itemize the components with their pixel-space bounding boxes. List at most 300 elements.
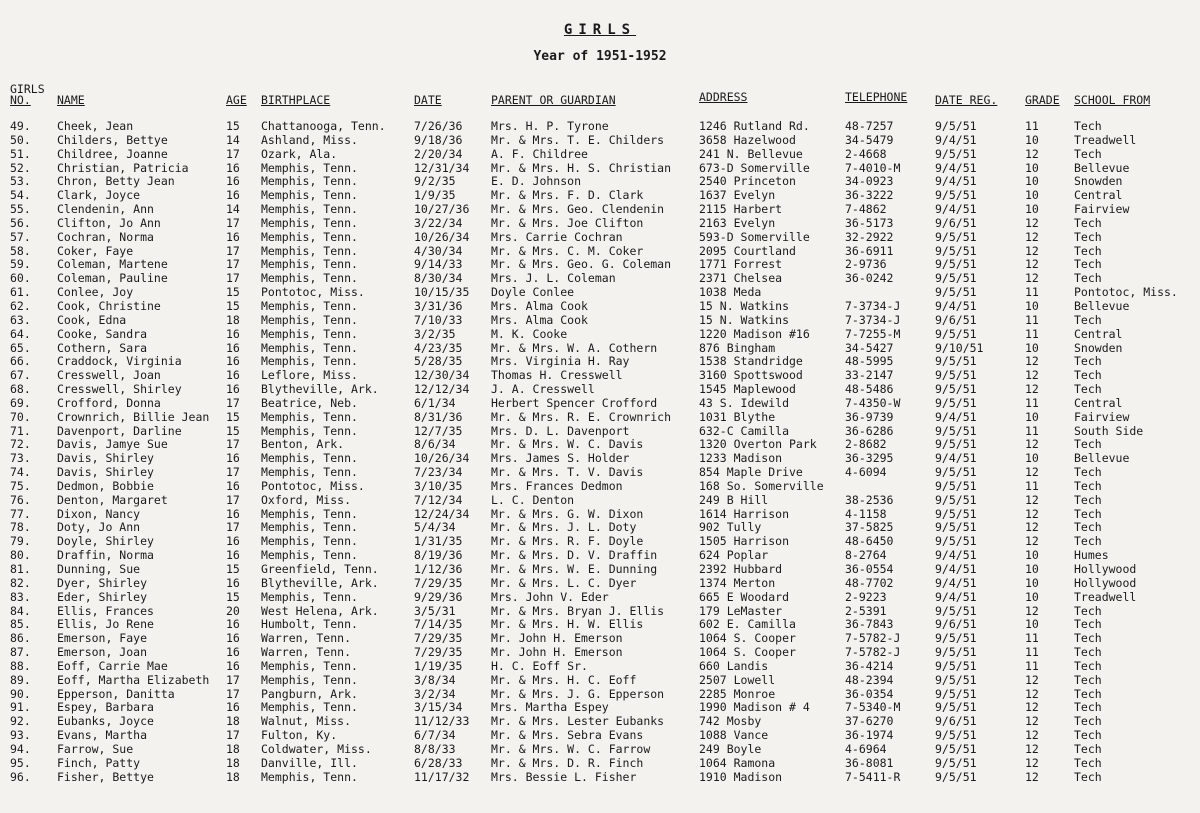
cell-birth-date: 12/31/34 (414, 160, 470, 175)
cell-birth-date: 7/29/35 (414, 645, 463, 660)
cell-parent: Mr. & Mrs. Sebra Evans (491, 728, 644, 743)
cell-name: Cochran, Norma (57, 229, 154, 244)
cell-school: Tech (1074, 672, 1102, 687)
cell-grade: 12 (1025, 215, 1039, 230)
cell-no: 66. (10, 354, 31, 369)
cell-address: 602 E. Camilla (699, 617, 796, 632)
cell-birth-date: 12/30/34 (414, 368, 470, 383)
cell-grade: 12 (1025, 534, 1039, 549)
table-row (0, 452, 1200, 466)
cell-date-reg: 9/5/51 (935, 188, 977, 203)
cell-no: 88. (10, 658, 31, 673)
cell-telephone: 37-6270 (845, 714, 894, 729)
cell-parent: Thomas H. Cresswell (491, 368, 623, 383)
cell-parent: Mrs. Bessie L. Fisher (491, 769, 637, 784)
cell-date-reg: 9/5/51 (935, 520, 977, 535)
cell-no: 94. (10, 741, 31, 756)
cell-address: 1545 Maplewood (699, 382, 796, 397)
cell-birthplace: Memphis, Tenn. (261, 326, 358, 341)
cell-no: 67. (10, 368, 31, 383)
cell-name: Cresswell, Shirley (57, 382, 182, 397)
cell-address: 876 Bingham (699, 340, 776, 355)
cell-birthplace: Memphis, Tenn. (261, 257, 358, 272)
cell-parent: Doyle Conlee (491, 285, 575, 300)
cell-name: Eder, Shirley (57, 589, 148, 604)
cell-date-reg: 9/4/51 (935, 174, 977, 189)
cell-birthplace: Memphis, Tenn. (261, 423, 358, 438)
cell-no: 77. (10, 506, 31, 521)
table-row (0, 549, 1200, 563)
cell-school: Tech (1074, 506, 1102, 521)
cell-school: Central (1074, 188, 1123, 203)
table-row (0, 148, 1200, 162)
cell-address: 1614 Harrison (699, 506, 790, 521)
cell-name: Coker, Faye (57, 243, 134, 258)
cell-grade: 11 (1025, 631, 1039, 646)
cell-no: 80. (10, 548, 31, 563)
cell-grade: 11 (1025, 478, 1039, 493)
cell-grade: 10 (1025, 174, 1039, 189)
cell-address: 1320 Overton Park (699, 437, 817, 452)
cell-date-reg: 9/5/51 (935, 658, 977, 673)
cell-no: 49. (10, 119, 31, 133)
cell-parent: J. A. Cresswell (491, 382, 595, 397)
cell-date-reg: 9/5/51 (935, 492, 977, 507)
cell-age: 20 (226, 603, 240, 618)
cell-parent: Mr. & Mrs. D. R. Finch (491, 755, 644, 770)
cell-grade: 12 (1025, 492, 1039, 507)
col-header-school: SCHOOL FROM (1074, 93, 1151, 107)
cell-telephone: 7-4350-W (845, 395, 901, 410)
cell-school: Tech (1074, 728, 1102, 743)
cell-grade: 10 (1025, 617, 1039, 632)
cell-birthplace: Memphis, Tenn. (261, 340, 358, 355)
cell-name: Dedmon, Bobbie (57, 478, 154, 493)
table-row (0, 563, 1200, 577)
cell-age: 16 (226, 617, 240, 632)
cell-grade: 10 (1025, 575, 1039, 590)
cell-age: 16 (226, 645, 240, 660)
cell-parent: Mr. & Mrs. W. C. Farrow (491, 741, 651, 756)
cell-birth-date: 9/29/36 (414, 589, 463, 604)
cell-age: 15 (226, 562, 240, 576)
cell-address: 593-D Somerville (699, 229, 810, 244)
page-subtitle: Year of 1951-1952 (533, 49, 667, 64)
cell-grade: 12 (1025, 146, 1039, 161)
cell-parent: Mr. & Mrs. Geo. Clendenin (491, 202, 665, 217)
col-header-date: DATE (414, 93, 442, 107)
cell-address: 2371 Chelsea (699, 271, 783, 286)
cell-age: 17 (226, 437, 240, 452)
cell-address: 902 Tully (699, 520, 762, 535)
cell-grade: 11 (1025, 119, 1039, 133)
cell-date-reg: 9/5/51 (935, 631, 977, 646)
cell-school: Hollywood (1074, 562, 1137, 576)
cell-name: Finch, Patty (57, 755, 141, 770)
cell-birth-date: 8/8/33 (414, 741, 456, 756)
cell-age: 18 (226, 714, 240, 729)
cell-birthplace: Danville, Ill. (261, 755, 358, 770)
cell-address: 2540 Princeton (699, 174, 796, 189)
cell-date-reg: 9/5/51 (935, 437, 977, 452)
cell-parent: H. C. Eoff Sr. (491, 658, 588, 673)
cell-no: 72. (10, 437, 31, 452)
cell-parent: L. C. Denton (491, 492, 575, 507)
cell-birth-date: 12/12/34 (414, 382, 470, 397)
cell-telephone: 36-0554 (845, 562, 894, 576)
table-row (0, 480, 1200, 494)
cell-no: 93. (10, 728, 31, 743)
cell-name: Cresswell, Joan (57, 368, 161, 383)
col-header-grade: GRADE (1025, 93, 1060, 107)
cell-name: Eoff, Martha Elizabeth (57, 672, 210, 687)
cell-telephone: 7-3734-J (845, 312, 901, 327)
cell-date-reg: 9/6/51 (935, 714, 977, 729)
cell-address: 2115 Harbert (699, 202, 783, 217)
cell-school: Tech (1074, 146, 1102, 161)
cell-school: Tech (1074, 312, 1102, 327)
cell-grade: 10 (1025, 340, 1039, 355)
cell-birth-date: 10/27/36 (414, 202, 470, 217)
cell-grade: 12 (1025, 437, 1039, 452)
cell-age: 15 (226, 423, 240, 438)
cell-birth-date: 8/31/36 (414, 409, 463, 424)
cell-parent: Mr. & Mrs. Joe Clifton (491, 215, 644, 230)
table-row (0, 217, 1200, 231)
cell-age: 16 (226, 451, 240, 466)
cell-parent: Mrs. Carrie Cochran (491, 229, 623, 244)
cell-address: 15 N. Watkins (699, 298, 790, 313)
cell-name: Chron, Betty Jean (57, 174, 175, 189)
cell-birthplace: Memphis, Tenn. (261, 700, 358, 715)
cell-date-reg: 9/5/51 (935, 506, 977, 521)
cell-age: 17 (226, 465, 240, 480)
cell-age: 17 (226, 146, 240, 161)
cell-parent: Mrs. Alma Cook (491, 298, 588, 313)
cell-birthplace: Benton, Ark. (261, 437, 345, 452)
cell-age: 16 (226, 631, 240, 646)
cell-parent: Mr. & Mrs. C. M. Coker (491, 243, 644, 258)
table-row (0, 245, 1200, 259)
cell-grade: 12 (1025, 229, 1039, 244)
cell-telephone: 36-1974 (845, 728, 894, 743)
cell-birthplace: Memphis, Tenn. (261, 160, 358, 175)
cell-date-reg: 9/5/51 (935, 728, 977, 743)
table-row (0, 383, 1200, 397)
cell-birthplace: Memphis, Tenn. (261, 188, 358, 203)
table-row (0, 521, 1200, 535)
cell-school: Central (1074, 395, 1123, 410)
col-header-telephone: TELEPHONE (845, 90, 908, 104)
cell-school: Treadwell (1074, 132, 1137, 147)
cell-no: 90. (10, 686, 31, 701)
table-row (0, 438, 1200, 452)
cell-birthplace: Greenfield, Tenn. (261, 562, 379, 576)
cell-name: Davenport, Darline (57, 423, 182, 438)
cell-telephone: 7-5411-R (845, 769, 901, 784)
cell-no: 87. (10, 645, 31, 660)
cell-birth-date: 3/10/35 (414, 478, 463, 493)
col-header-no: NO. (10, 93, 31, 107)
cell-parent: Mr. & Mrs. W. C. Davis (491, 437, 644, 452)
cell-birthplace: Chattanooga, Tenn. (261, 119, 386, 133)
cell-date-reg: 9/5/51 (935, 243, 977, 258)
cell-birth-date: 3/22/34 (414, 215, 463, 230)
cell-telephone: 7-7255-M (845, 326, 901, 341)
cell-parent: Mr. & Mrs. W. E. Dunning (491, 562, 658, 576)
cell-age: 18 (226, 769, 240, 784)
cell-school: Tech (1074, 534, 1102, 549)
cell-date-reg: 9/5/51 (935, 645, 977, 660)
table-row (0, 203, 1200, 217)
cell-address: 742 Mosby (699, 714, 762, 729)
cell-birthplace: Pangburn, Ark. (261, 686, 358, 701)
cell-address: 1505 Harrison (699, 534, 790, 549)
cell-birth-date: 6/1/34 (414, 395, 456, 410)
cell-birthplace: Memphis, Tenn. (261, 271, 358, 286)
cell-school: Tech (1074, 631, 1102, 646)
cell-parent: Mrs. H. P. Tyrone (491, 119, 609, 133)
cell-name: Evans, Martha (57, 728, 148, 743)
cell-grade: 12 (1025, 700, 1039, 715)
cell-date-reg: 9/5/51 (935, 285, 977, 300)
cell-telephone: 4-1158 (845, 506, 887, 521)
cell-parent: Mrs. J. L. Coleman (491, 271, 616, 286)
cell-address: 2163 Evelyn (699, 215, 776, 230)
table-row (0, 535, 1200, 549)
cell-birth-date: 9/14/33 (414, 257, 463, 272)
cell-birthplace: Memphis, Tenn. (261, 229, 358, 244)
cell-no: 70. (10, 409, 31, 424)
cell-age: 16 (226, 174, 240, 189)
table-row (0, 314, 1200, 328)
cell-address: 179 LeMaster (699, 603, 783, 618)
cell-name: Cook, Christine (57, 298, 161, 313)
table-row (0, 508, 1200, 522)
cell-birthplace: Memphis, Tenn. (261, 534, 358, 549)
cell-age: 15 (226, 298, 240, 313)
cell-school: Tech (1074, 520, 1102, 535)
cell-telephone: 48-6450 (845, 534, 894, 549)
table-row (0, 286, 1200, 300)
cell-name: Epperson, Danitta (57, 686, 175, 701)
cell-no: 50. (10, 132, 31, 147)
table-row (0, 369, 1200, 383)
cell-name: Draffin, Norma (57, 548, 154, 563)
cell-no: 71. (10, 423, 31, 438)
cell-no: 74. (10, 465, 31, 480)
cell-birth-date: 1/12/36 (414, 562, 463, 576)
cell-no: 81. (10, 562, 31, 576)
cell-birth-date: 9/2/35 (414, 174, 456, 189)
cell-address: 168 So. Somerville (699, 478, 824, 493)
cell-telephone: 38-2536 (845, 492, 894, 507)
cell-telephone: 36-6911 (845, 243, 894, 258)
cell-telephone: 33-2147 (845, 368, 894, 383)
cell-name: Conlee, Joy (57, 285, 134, 300)
cell-school: Tech (1074, 700, 1102, 715)
table-row (0, 425, 1200, 439)
cell-parent: Mr. & Mrs. H. W. Ellis (491, 617, 644, 632)
table-row (0, 701, 1200, 715)
cell-no: 62. (10, 298, 31, 313)
cell-school: Bellevue (1074, 298, 1130, 313)
cell-birthplace: Memphis, Tenn. (261, 312, 358, 327)
cell-telephone: 36-3222 (845, 188, 894, 203)
cell-age: 17 (226, 728, 240, 743)
cell-date-reg: 9/4/51 (935, 409, 977, 424)
cell-birthplace: Beatrice, Neb. (261, 395, 358, 410)
cell-no: 61. (10, 285, 31, 300)
cell-telephone: 36-0242 (845, 271, 894, 286)
cell-parent: Mr. & Mrs. J. L. Doty (491, 520, 637, 535)
cell-grade: 10 (1025, 202, 1039, 217)
cell-address: 1064 S. Cooper (699, 645, 796, 660)
cell-name: Crownrich, Billie Jean (57, 409, 210, 424)
cell-address: 854 Maple Drive (699, 465, 803, 480)
cell-school: Pontotoc, Miss. (1074, 285, 1178, 300)
cell-no: 96. (10, 769, 31, 784)
cell-telephone: 36-3295 (845, 451, 894, 466)
cell-date-reg: 9/5/51 (935, 257, 977, 272)
cell-name: Cheek, Jean (57, 119, 134, 133)
cell-no: 84. (10, 603, 31, 618)
cell-grade: 12 (1025, 382, 1039, 397)
cell-no: 85. (10, 617, 31, 632)
cell-parent: Mr. & Mrs. Geo. G. Coleman (491, 257, 672, 272)
cell-address: 249 Boyle (699, 741, 762, 756)
cell-age: 14 (226, 132, 240, 147)
table-row (0, 175, 1200, 189)
cell-parent: Mrs. Alma Cook (491, 312, 588, 327)
cell-grade: 10 (1025, 298, 1039, 313)
cell-grade: 12 (1025, 686, 1039, 701)
table-row (0, 632, 1200, 646)
cell-grade: 12 (1025, 520, 1039, 535)
cell-school: Tech (1074, 271, 1102, 286)
cell-name: Childree, Joanne (57, 146, 168, 161)
table-row (0, 272, 1200, 286)
cell-address: 665 E Woodard (699, 589, 790, 604)
cell-school: Tech (1074, 215, 1102, 230)
table-row (0, 411, 1200, 425)
cell-parent: Mr. & Mrs. R. F. Doyle (491, 534, 644, 549)
cell-address: 3160 Spottswood (699, 368, 803, 383)
cell-birthplace: Memphis, Tenn. (261, 548, 358, 563)
cell-name: Doty, Jo Ann (57, 520, 141, 535)
cell-grade: 11 (1025, 285, 1039, 300)
cell-birthplace: Memphis, Tenn. (261, 202, 358, 217)
cell-parent: Mr. & Mrs. L. C. Dyer (491, 575, 637, 590)
cell-telephone: 36-6286 (845, 423, 894, 438)
cell-telephone: 34-5427 (845, 340, 894, 355)
col-header-date-reg: DATE REG. (935, 93, 998, 107)
cell-birthplace: Memphis, Tenn. (261, 506, 358, 521)
cell-birth-date: 1/19/35 (414, 658, 463, 673)
cell-school: Tech (1074, 741, 1102, 756)
cell-address: 249 B Hill (699, 492, 769, 507)
cell-date-reg: 9/5/51 (935, 769, 977, 784)
cell-telephone: 7-3734-J (845, 298, 901, 313)
cell-parent: Mrs. D. L. Davenport (491, 423, 630, 438)
cell-telephone: 36-5173 (845, 215, 894, 230)
cell-address: 1910 Madison (699, 769, 783, 784)
cell-date-reg: 9/5/51 (935, 672, 977, 687)
cell-address: 1031 Blythe (699, 409, 776, 424)
cell-parent: Mr. & Mrs. Bryan J. Ellis (491, 603, 665, 618)
cell-address: 632-C Camilla (699, 423, 790, 438)
cell-address: 1246 Rutland Rd. (699, 119, 810, 133)
cell-date-reg: 9/5/51 (935, 229, 977, 244)
cell-birth-date: 8/30/34 (414, 271, 463, 286)
cell-birthplace: Humbolt, Tenn. (261, 617, 358, 632)
cell-date-reg: 9/5/51 (935, 395, 977, 410)
cell-grade: 11 (1025, 395, 1039, 410)
cell-birthplace: Ashland, Miss. (261, 132, 358, 147)
cell-age: 17 (226, 215, 240, 230)
cell-date-reg: 9/5/51 (935, 146, 977, 161)
cell-date-reg: 9/5/51 (935, 603, 977, 618)
cell-age: 16 (226, 506, 240, 521)
cell-no: 53. (10, 174, 31, 189)
cell-date-reg: 9/5/51 (935, 423, 977, 438)
cell-no: 59. (10, 257, 31, 272)
cell-birthplace: Leflore, Miss. (261, 368, 358, 383)
cell-address: 1088 Vance (699, 728, 769, 743)
cell-school: Tech (1074, 769, 1102, 784)
cell-birth-date: 7/10/33 (414, 312, 463, 327)
cell-birth-date: 12/24/34 (414, 506, 470, 521)
cell-no: 73. (10, 451, 31, 466)
cell-school: Tech (1074, 465, 1102, 480)
cell-no: 56. (10, 215, 31, 230)
table-row (0, 688, 1200, 702)
cell-school: Tech (1074, 603, 1102, 618)
cell-telephone: 2-9736 (845, 257, 887, 272)
cell-name: Coleman, Pauline (57, 271, 168, 286)
cell-grade: 12 (1025, 465, 1039, 480)
cell-age: 18 (226, 741, 240, 756)
cell-birth-date: 1/31/35 (414, 534, 463, 549)
cell-birth-date: 5/4/34 (414, 520, 456, 535)
cell-grade: 11 (1025, 312, 1039, 327)
cell-birth-date: 4/23/35 (414, 340, 463, 355)
table-row (0, 397, 1200, 411)
cell-name: Farrow, Sue (57, 741, 134, 756)
table-row (0, 494, 1200, 508)
cell-grade: 10 (1025, 409, 1039, 424)
cell-parent: Mrs. Frances Dedmon (491, 478, 623, 493)
cell-address: 2392 Hubbard (699, 562, 783, 576)
cell-date-reg: 9/5/51 (935, 382, 977, 397)
cell-grade: 10 (1025, 132, 1039, 147)
cell-telephone: 2-5391 (845, 603, 887, 618)
cell-telephone: 7-5340-M (845, 700, 901, 715)
table-row (0, 120, 1200, 134)
cell-no: 92. (10, 714, 31, 729)
table-row (0, 231, 1200, 245)
cell-name: Craddock, Virginia (57, 354, 182, 369)
cell-birth-date: 3/2/35 (414, 326, 456, 341)
cell-grade: 12 (1025, 769, 1039, 784)
col-header-parent: PARENT OR GUARDIAN (491, 93, 616, 107)
cell-parent: Mr. & Mrs. T. E. Childers (491, 132, 665, 147)
cell-grade: 10 (1025, 589, 1039, 604)
cell-no: 57. (10, 229, 31, 244)
cell-name: Cook, Edna (57, 312, 127, 327)
table-row (0, 258, 1200, 272)
cell-school: Tech (1074, 229, 1102, 244)
